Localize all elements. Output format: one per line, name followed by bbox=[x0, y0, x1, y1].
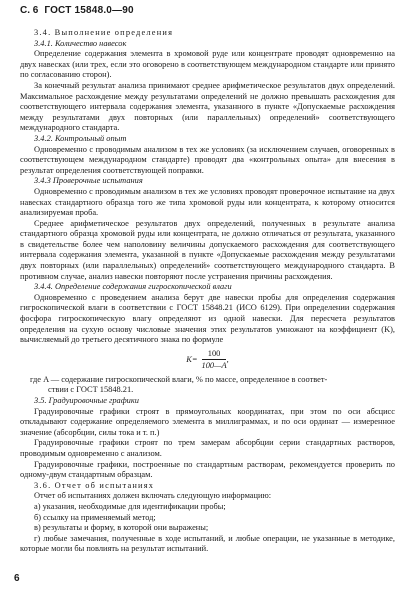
top-paragraph: 3.4.2. Контрольный опыт bbox=[34, 133, 127, 143]
page-ref: С. 6 bbox=[20, 5, 39, 16]
formula-numerator: 100 bbox=[202, 349, 227, 360]
formula bbox=[20, 347, 395, 373]
top-paragraph: Среднее арифметическое результатов двух определений, полученных в результате анализа стандартного образца хромовой руды или концентрата, не должно отличаться от результата, указанного в свидетельстве более чем наполовину величины допускаемого расхождения для соответствующего интервала содержания элемента, указанной в пункте «Допускаемые расхождения между результатами двух повторных (или параллельных) определений» соответствующего международного стандарта. В противном случае, анализ навески повторяют после устранения причины расхождения. bbox=[20, 218, 395, 281]
formula-legend-line1: где A — содержание гигроскопической влаги, % по массе, определенное в соответ- bbox=[30, 374, 328, 384]
top-paragraph: Определение содержания элемента в хромовой руде или концентрате проводят одновременно на двух навесках (или трех, если это оговорено в соответствующем международном стандарте или принято по согласованию сторон). bbox=[20, 49, 395, 80]
top-paragraph: Одновременно с проводимым анализом в тех же условиях проводят проверочное испытание на двух навесках стандартного образца того же типа хромовой руды или концентрата, к которому относится анализируемая проба. bbox=[20, 186, 395, 218]
standard-title: ГОСТ 15848.0—90 bbox=[44, 5, 134, 16]
bottom-paragraph: Градуировочные графики строят в прямоугольных координатах, при этом по оси абсцисс откладывают содержание определяемого элемента в миллиграммах, и по оси ординат — измеренное значение (абсорбции, силы тока и т. п.) bbox=[20, 406, 395, 437]
formula-legend-line2: ствии с ГОСТ 15848.21. bbox=[48, 385, 134, 395]
top-paragraph: 3.4.4. Определение содержания гигроскопической влаги bbox=[34, 282, 232, 292]
formula-tail: , bbox=[226, 354, 229, 364]
formula-lhs: K= bbox=[186, 354, 198, 364]
bottom-paragraph: г) любые замечания, полученные в ходе испытаний, и любые операции, не указанные в методике, которые могли бы повлиять на результат испытаний. bbox=[20, 533, 395, 554]
top-paragraph: 3.4. Выполнение определения bbox=[34, 28, 174, 37]
bottom-paragraph: Градуировочные графики строят по трем замерам абсорбции серии стандартных растворов, проводимым одновременно с анализом. bbox=[20, 438, 395, 458]
top-paragraph: Одновременно с проводимым анализом в тех же условиях (за исключением случаев, оговоренных в соответствующем международном стандарте) проводят два «контрольных опыта» для внесения в результат определения соответствующей поправки. bbox=[20, 144, 395, 175]
text-body-top bbox=[20, 28, 395, 346]
top-paragraph: За конечный результат анализа принимают среднее арифметическое результатов двух определений. Максимальное расхождение между результатами определений не должно превышать расхождения для соответствующего интервала содержания элемента, указанного в пункте «Допускаемые расхождения между результатами двух повторных (или параллельных) определений» соответствующего международного стандарта. bbox=[20, 80, 395, 133]
bottom-paragraph: Отчет об испытаниях должен включать следующую информацию: bbox=[34, 491, 272, 501]
bottom-paragraph: Градуировочные графики, построенные по стандартным растворам, рекомендуется проверить по одному-двум стандартным образцам. bbox=[20, 459, 395, 480]
top-paragraph: 3.4.3 Проверочные испытания bbox=[34, 176, 143, 186]
bottom-paragraph: 3.5. Градуировочные графики bbox=[34, 396, 139, 405]
top-paragraph: 3.4.1. Количество навесок bbox=[34, 38, 127, 48]
bottom-paragraph: б) ссылку на применяемый метод; bbox=[34, 512, 156, 522]
page-number: 6 bbox=[14, 573, 20, 584]
formula-fraction bbox=[202, 349, 227, 371]
bottom-paragraph: в) результаты и форму, в которой они выражены; bbox=[34, 523, 209, 533]
formula-denominator: 100—A bbox=[201, 360, 227, 370]
bottom-paragraph: 3.6. Отчет об испытаниях bbox=[34, 480, 155, 490]
text-body-bottom bbox=[20, 396, 395, 555]
bottom-paragraph: а) указания, необходимые для идентификации пробы; bbox=[34, 501, 226, 511]
running-header bbox=[20, 6, 395, 20]
top-paragraph: Одновременно с проведением анализа берут две навески пробы для определения содержания гигроскопической влаги в соответствии с ГОСТ 15848.21 (ИСО 6129). При определении содержания фосфора гигроскопическую влагу определяют из одной навески. Для пересчета результатов определения на сухую основу числовые значения этих результатов умножают на коэффициент (K), вычисляемый до третьего десятичного знака по формуле bbox=[20, 292, 395, 345]
